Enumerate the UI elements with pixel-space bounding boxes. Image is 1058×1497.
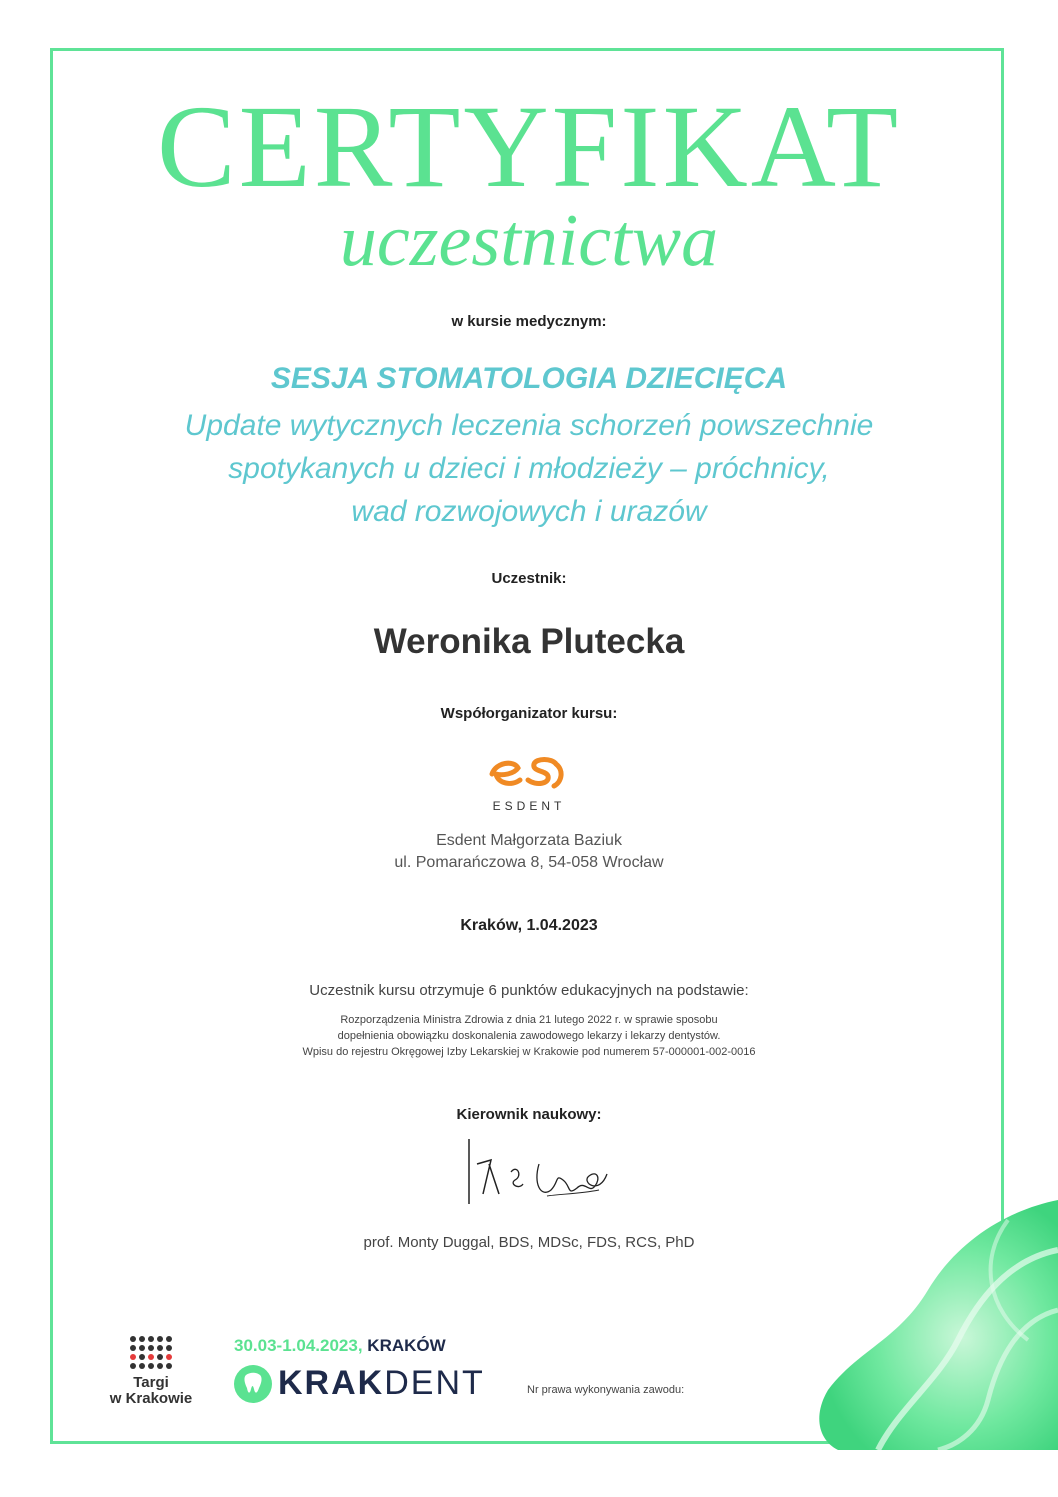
coorganizer-address xyxy=(0,830,1058,874)
course-intro: w kursie medycznym: xyxy=(451,313,607,330)
course-description xyxy=(0,404,1058,533)
course-description-line: Update wytycznych leczenia schorzeń powszechnie xyxy=(184,409,874,442)
krakdent-light: DENT xyxy=(384,1364,485,1402)
targi-w-krakowie-logo xyxy=(96,1336,206,1407)
scientific-head-name: prof. Monty Duggal, BDS, MDSc, FDS, RCS, PhD xyxy=(363,1234,695,1251)
coorganizer-label: Współorganizator kursu: xyxy=(440,705,618,722)
coorganizer-name: Esdent Małgorzata Baziuk xyxy=(436,832,622,849)
scientific-head-label: Kierownik naukowy: xyxy=(456,1106,602,1123)
legal-line: dopełnienia obowiązku doskonalenia zawodowego lekarzy i lekarzy dentystów. xyxy=(337,1030,721,1042)
certificate-subtitle: uczestnictwa xyxy=(339,200,719,282)
points-text: Uczestnik kursu otrzymuje 6 punktów edukacyjnych na podstawie: xyxy=(309,982,749,999)
course-name: SESJA STOMATOLOGIA DZIECIĘCA xyxy=(270,362,788,395)
event-dates xyxy=(234,1336,446,1356)
participant-name: Weronika Plutecka xyxy=(373,622,685,661)
signature-image xyxy=(429,1134,629,1214)
tooth-icon xyxy=(234,1365,272,1403)
legal-line: Wpisu do rejestru Okręgowej Izby Lekarskiej w Krakowie pod numerem 57-000001-002-0016 xyxy=(302,1046,756,1058)
esdent-logo xyxy=(0,752,1058,813)
participant-label: Uczestnik: xyxy=(491,570,567,587)
krakdent-bold: KRAK xyxy=(278,1364,385,1402)
legal-line: Rozporządzenia Ministra Zdrowia z dnia 21 lutego 2022 r. w sprawie sposobu xyxy=(340,1014,718,1026)
decorative-green-flower xyxy=(758,1190,1058,1450)
date-place: Kraków, 1.04.2023 xyxy=(460,917,598,934)
esdent-logo-text: ESDENT xyxy=(492,799,566,813)
targi-line1: Targi xyxy=(133,1374,169,1391)
course-description-line: spotykanych u dzieci i młodzieży – próchnicy, xyxy=(228,452,830,485)
legal-basis xyxy=(0,1012,1058,1060)
event-city: KRAKÓW xyxy=(367,1336,446,1355)
course-description-line: wad rozwojowych i urazów xyxy=(351,495,707,528)
certificate-title: CERTYFIKAT xyxy=(156,81,902,212)
krakdent-logo xyxy=(234,1364,485,1403)
license-number-label: Nr prawa wykonywania zawodu: xyxy=(527,1384,685,1396)
esdent-logo-mark xyxy=(484,752,574,792)
coorganizer-street: ul. Pomarańczowa 8, 54-058 Wrocław xyxy=(394,854,664,871)
event-date-range: 30.03-1.04.2023, xyxy=(234,1336,363,1355)
targi-dots-icon xyxy=(96,1336,206,1369)
targi-line2: w Krakowie xyxy=(109,1390,193,1407)
